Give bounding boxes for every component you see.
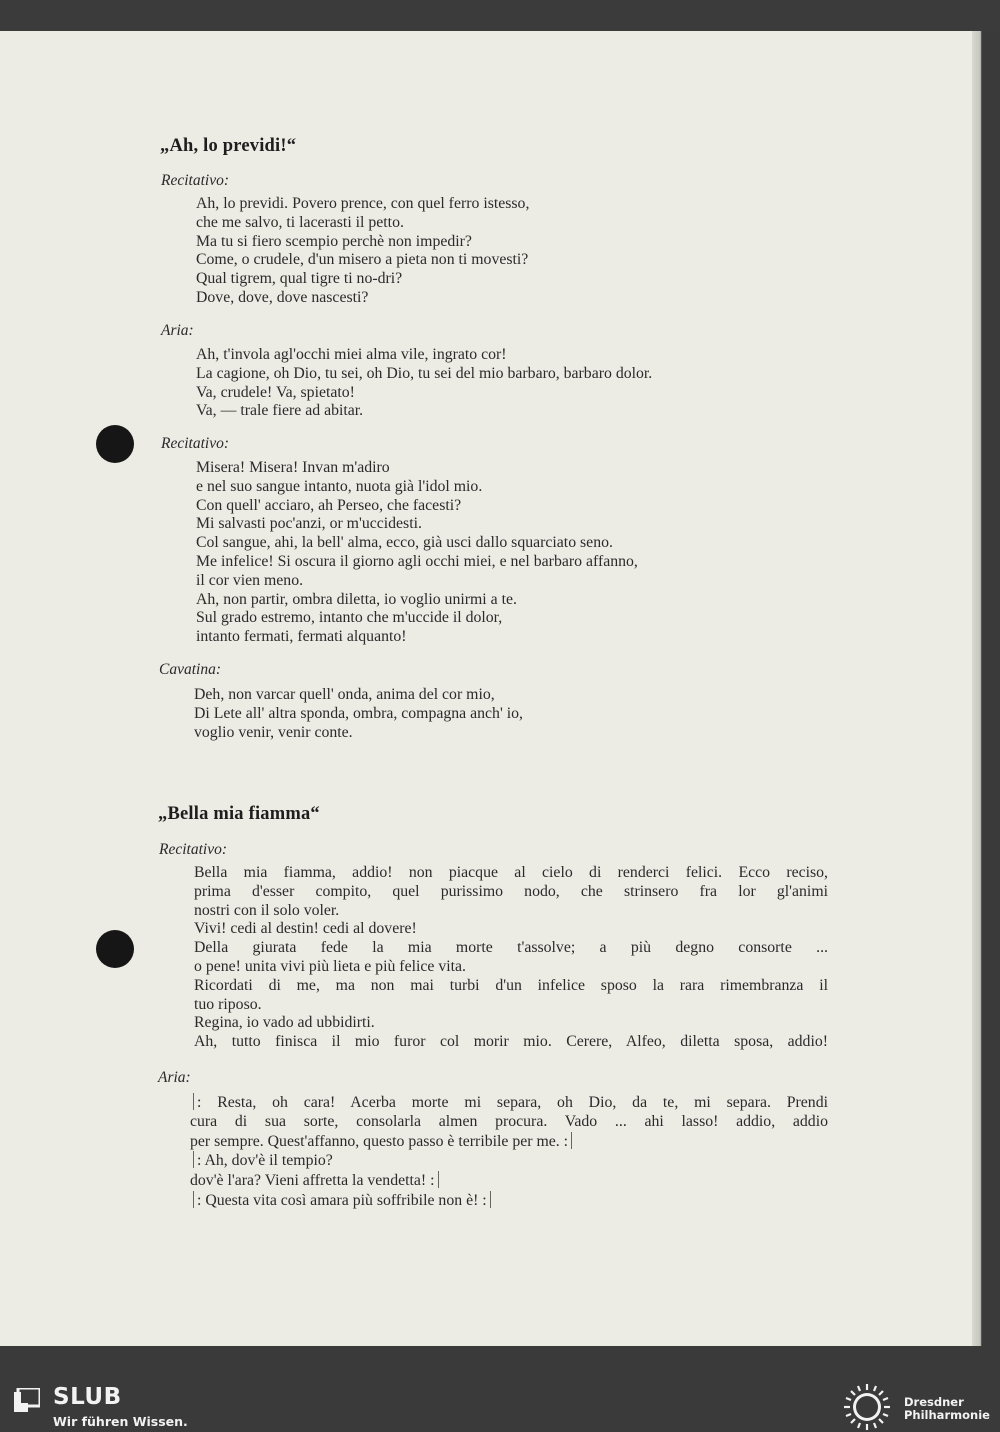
recitativo-text	[196, 195, 529, 308]
verse-line-text: per sempre. Quest'affanno, questo passo è terribile per me. :	[190, 1132, 569, 1150]
recitativo-label: Recitativo:	[161, 172, 229, 189]
verse-line	[190, 1191, 828, 1211]
section-title-bella-mia-fiamma: „Bella mia fiamma“	[158, 804, 320, 824]
verse-line: Bella mia fiamma, addio! non piacque al cielo di renderci felici. Ecco reciso,	[194, 864, 828, 881]
verse-line-text: : Resta, oh cara! Acerba morte mi separa, oh Dio, da te, mi separa. Prendi	[197, 1094, 828, 1111]
verse-line: Me infelice! Si oscura il giorno agli occhi miei, e nel barbaro affanno,	[196, 552, 638, 570]
verse-line	[190, 1171, 828, 1191]
verse-line: prima d'esser compito, quel purissimo nodo, che strinsero fra lor gl'animi	[194, 882, 828, 900]
partner-name-line1: Dresdner	[904, 1395, 964, 1409]
philharmonie-logo-icon	[840, 1382, 894, 1432]
verse-line: e nel suo sangue intanto, nuota già l'idol mio.	[196, 477, 483, 495]
verse-line: Regina, io vado ad ubbidirti.	[194, 1014, 375, 1032]
repeat-barline	[438, 1171, 439, 1188]
verse-line	[190, 1151, 828, 1171]
punch-hole-bottom	[96, 930, 134, 968]
verse-line: cura di sua sorte, consolarla almen procura. Vado ... ahi lasso! addio, addio	[190, 1112, 828, 1130]
verse-line: Col sangue, ahi, la bell' alma, ecco, già usci dallo squarciato seno.	[196, 534, 613, 552]
verse-line: tuo riposo.	[194, 995, 262, 1013]
section-title-ah-lo-previdi: „Ah, lo previdi!“	[160, 136, 297, 156]
verse-line: intanto fermati, fermati alquanto!	[196, 628, 407, 646]
verse-line: voglio venir, venir conte.	[194, 723, 353, 741]
repeat-barline	[571, 1132, 572, 1149]
verse-line: il cor vien meno.	[196, 571, 304, 589]
verse-line: Dove, dove, dove nascesti?	[196, 288, 369, 306]
verse-line: Di Lete all' altra sponda, ombra, compagna anch' io,	[194, 704, 523, 722]
verse-line: Va, crudele! Va, spietato!	[196, 383, 355, 401]
verse-line: Vivi! cedi al destin! cedi al dovere!	[194, 920, 417, 938]
aria-label: Aria:	[158, 1069, 191, 1086]
library-tagline: Wir führen Wissen.	[53, 1414, 188, 1429]
partner-name-line2: Philharmonie	[904, 1408, 990, 1422]
verse-line: Ma tu si fiero scempio perchè non impedir?	[196, 232, 472, 250]
aria-text	[190, 1093, 828, 1211]
partner-name	[904, 1396, 990, 1422]
verse-line: Ricordati di me, ma non mai turbi d'un infelice sposo la rara rimembranza il	[194, 976, 828, 994]
recitativo-label: Recitativo:	[161, 435, 229, 452]
repeat-barline	[490, 1191, 491, 1208]
cavatina-text	[194, 686, 523, 742]
verse-line: Sul grado estremo, intanto che m'uccide il dolor,	[196, 609, 503, 627]
verse-line: Ah, lo previdi. Povero prence, con quel ferro istesso,	[196, 195, 530, 212]
verse-line: Deh, non varcar quell' onda, anima del cor mio,	[194, 686, 495, 703]
cavatina-label: Cavatina:	[159, 661, 221, 678]
verse-line: Qual tigrem, qual tigre ti no-dri?	[196, 270, 403, 288]
verse-line: che me salvo, ti lacerasti il petto.	[196, 213, 404, 231]
verse-line: Ah, t'invola agl'occhi miei alma vile, ingrato cor!	[196, 346, 507, 363]
verse-line: nostri con il solo voler.	[194, 901, 340, 919]
verse-line-text: dov'è l'ara? Vieni affretta la vendetta! :	[190, 1172, 435, 1190]
page-edge	[972, 31, 1000, 1346]
scan-top-border	[0, 0, 1000, 31]
repeat-barline	[193, 1151, 194, 1168]
verse-line	[190, 1132, 828, 1152]
verse-line	[190, 1093, 828, 1113]
slub-logo-icon	[14, 1388, 40, 1412]
verse-line: La cagione, oh Dio, tu sei, oh Dio, tu sei del mio barbaro, barbaro dolor.	[196, 364, 653, 382]
recitativo-label: Recitativo:	[159, 841, 227, 858]
punch-hole-top	[96, 425, 134, 463]
aria-text	[196, 346, 652, 421]
verse-line: Mi salvasti poc'anzi, or m'uccidesti.	[196, 515, 422, 533]
viewer-footer	[0, 1382, 1000, 1431]
recitativo-text	[194, 864, 828, 1052]
verse-line: Ah, non partir, ombra diletta, io voglio unirmi a te.	[196, 590, 517, 608]
verse-line: o pene! unita vivi più lieta e più felice vita.	[194, 957, 466, 975]
repeat-barline	[193, 1191, 194, 1208]
verse-line-text: : Questa vita così amara più soffribile non è! :	[197, 1191, 487, 1209]
library-name: SLUB	[53, 1384, 122, 1410]
verse-line: Con quell' acciaro, ah Perseo, che facesti?	[196, 496, 462, 514]
aria-label: Aria:	[161, 322, 194, 339]
repeat-barline	[193, 1093, 194, 1110]
scan-bottom-border	[0, 1346, 1000, 1382]
verse-line-text: : Ah, dov'è il tempio?	[197, 1152, 333, 1170]
verse-line: Della giurata fede la mia morte t'assolve; a più degno consorte ...	[194, 939, 828, 957]
verse-line: Misera! Misera! Invan m'adiro	[196, 459, 390, 476]
verse-line: Come, o crudele, d'un misero a pieta non ti movesti?	[196, 251, 529, 269]
verse-line: Ah, tutto finisca il mio furor col morir mio. Cerere, Alfeo, diletta sposa, addio!	[194, 1033, 828, 1051]
recitativo-text	[196, 459, 638, 647]
verse-line: Va, — trale fiere ad abitar.	[196, 402, 364, 420]
